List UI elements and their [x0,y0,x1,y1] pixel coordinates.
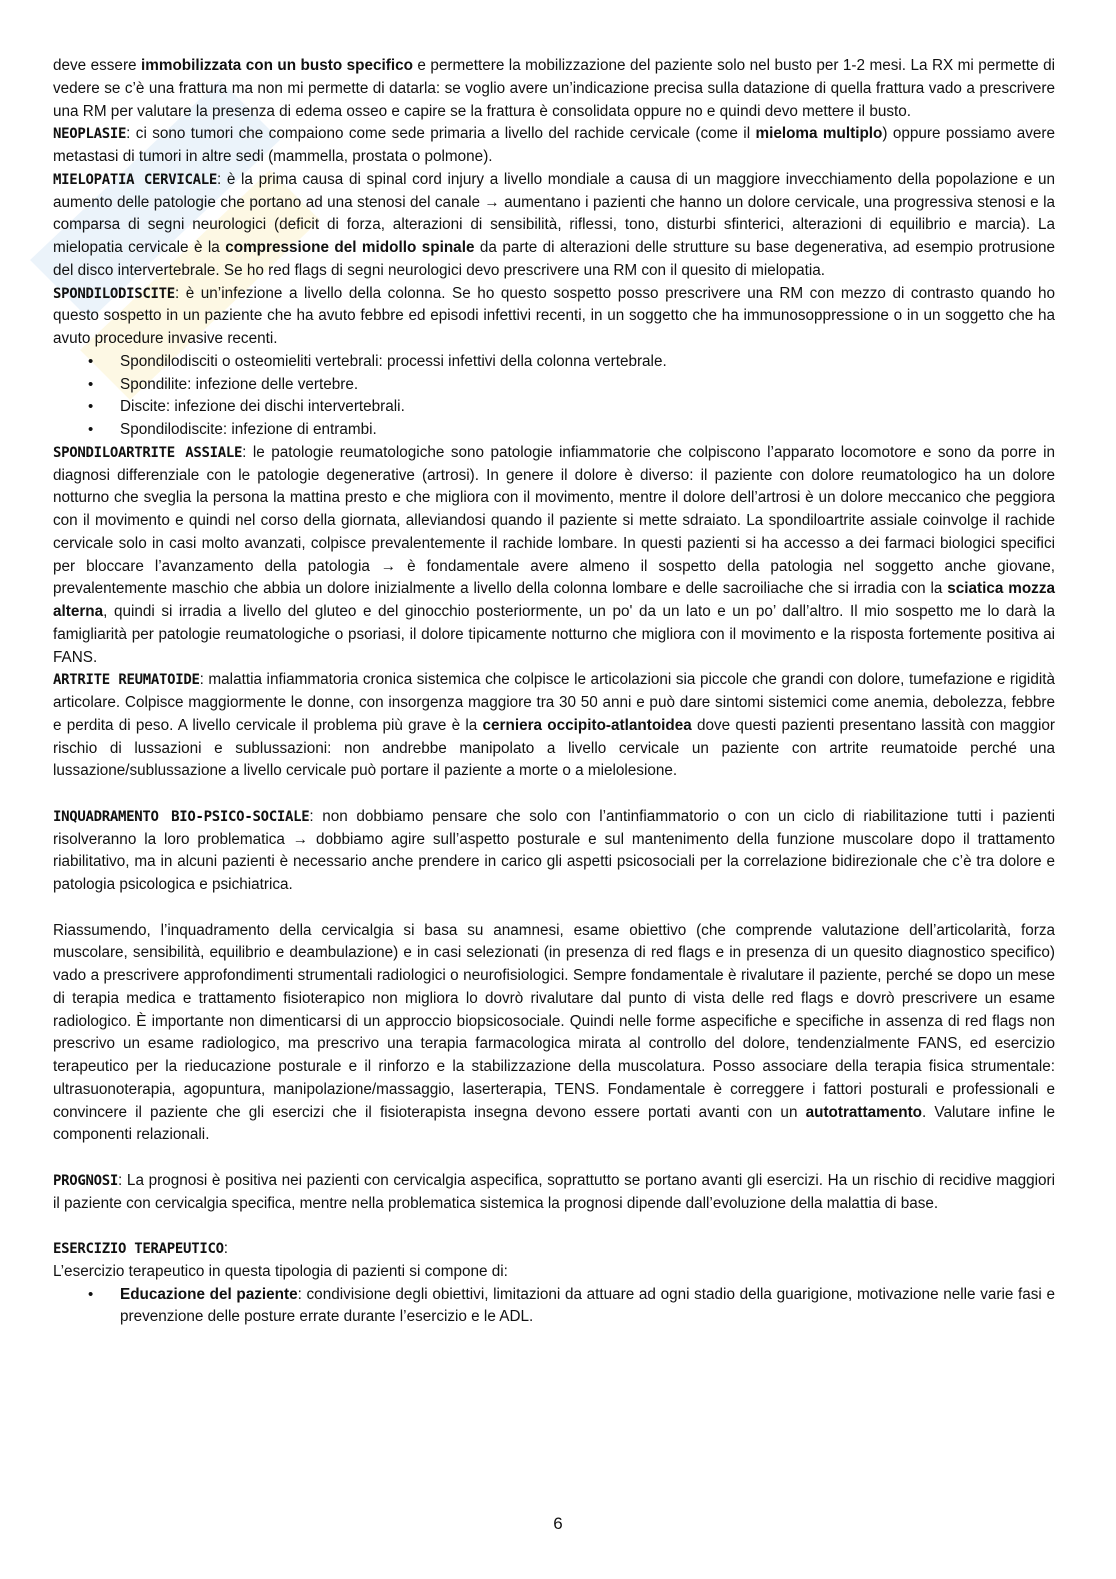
bold-text: compressione del midollo spinale [225,239,475,256]
text-run: Spondilite: infezione delle vertebre. [120,375,359,393]
paragraph [53,123,1055,169]
text-run: : condivisione degli obiettivi, limitazioni da attuare ad ogni stadio della guarigione, motivazione nelle varie fasi e prevenzione delle posture errate durante l’esercizio e le ADL. [120,1285,1055,1326]
paragraph [53,1170,1055,1216]
paragraph [53,55,1055,123]
text-run: Spondilodiscite: infezione di entrambi. [120,421,377,438]
section-heading: PROGNOSI [53,1172,119,1189]
text-run: e permettere la mobilizzazione del paziente solo nel busto per 1-2 mesi. La RX mi permette di vedere se c’è una frattura ma non mi permette di datarla: se voglio avere un’indicazione precisa sulla datazione di quella frattura vado a prescrivere una RM per valutare la presenza di edema osseo e capire se la frattura è consolidata oppure no e quindi devo mettere il busto. [53,57,1055,120]
paragraph [53,920,1055,1148]
bullet-list [53,351,1055,442]
list-item [120,351,1055,374]
spacer [53,1215,1055,1238]
bold-text: immobilizzata con un busto specifico [141,57,413,74]
text-run: : è un’infezione a livello della colonna. Se ho questo sospetto posso prescrivere una RM con mezzo di contrasto quando ho questo sospetto in un paziente che ha avuto febbre ed episodi infettivi recenti, in un soggetto che ha immunosoppressione o in un soggetto che ha avuto procedure invasive recenti. [53,284,1055,347]
text-run: . Valutare infine le componenti relazionali. [53,1103,1055,1144]
paragraph [53,169,1055,283]
bold-text: sciatica mozza alterna [53,580,1055,620]
list-item [120,419,1055,442]
bold-text: mieloma multiplo [755,125,883,143]
spacer [53,897,1055,920]
text-run: : La prognosi è positiva nei pazienti con cervicalgia aspecifica, soprattutto se portano avanti gli esercizi. Ha un rischio di recidive maggiori il paziente con cervicalgia specifica, mentre nella problematica sistemica la prognosi dipende dall’evoluzione della malattia di base. [53,1171,1055,1212]
text-run: dove questi pazienti presentano lassità con maggior rischio di lussazioni e sublussazioni: non andrebbe manipolato a livello cervicale un paziente con artrite reumatoide perché una lussazione/sublussazione a livello cervicale può portare il paziente a morte o a mielolesione. [53,716,1056,780]
page-number: 6 [553,1514,563,1533]
section-heading: SPONDILODISCITE [53,285,175,302]
text-run: : è la prima causa di spinal cord injury a livello mondiale a causa di un maggiore invecchiamento della popolazione e un aumento delle patologie che portano ad una stenosi del canale → aumentano i pazienti che hanno un dolore cervicale, una progressiva stenosi e la comparsa di segni neurologici (deficit di forza, alterazioni di sensibilità, riflessi, tono, disturbi sfinterici, alterazioni di equilibrio e marcia). La mielopatia cervicale è la [53,170,1055,256]
list-item [120,374,1055,397]
text-run: L’esercizio terapeutico in questa tipologia di pazienti si compone di: [53,1262,508,1280]
paragraph [53,669,1055,783]
bold-text: autotrattamento [805,1103,923,1121]
bold-text: Educazione del paziente [120,1285,298,1303]
bold-text: cerniera occipito-atlantoidea [482,716,692,734]
section-heading: NEOPLASIE [53,126,127,143]
text-run: Riassumendo, l’inquadramento della cervicalgia si basa su anamnesi, esame obiettivo (che comprende valutazione dell’articolarità, forza muscolare, sensibilità, equilibrio e deambulazione) e in casi selezionati (in presenza di red flags e in presenza di un quesito diagnostico specifico) vado a prescrivere approfondimenti strumentali radiologici o neurofisiologici. Sempre fondamentale è rivalutare il paziente, perché se dopo un mese di terapia medica e trattamento fisioterapico non migliora lo dovrò rivalutare dal punto di vista delle red flags e dovrò prescrivere un esame radiologico. È importante non dimenticarsi di un approccio biopsicosociale. Quindi nelle forme aspecifiche e specifiche in assenza di red flags non prescrivo un esame radiologico, ma prescrivo una terapia farmacologica mirata al controllo del dolore, tendenzialmente FANS, ed esercizio terapeutico per la rieducazione posturale e il rinforzo e la stabilizzazione della muscolatura. Posso associare della terapia fisica strumentale: ultrasuonoterapia, agopuntura, manipolazione/massaggio, laserterapia, TENS. Fondamentale è correggere i fattori posturali e professionali e convincere il paziente che gli esercizi che il fisioterapista insegna devono essere portati avanti con un [53,921,1055,1121]
text-run: : ci sono tumori che compaiono come sede primaria a livello del rachide cervicale (come il [126,125,756,143]
paragraph [53,1261,1055,1284]
list-item [120,396,1055,419]
section-heading: INQUADRAMENTO BIO-PSICO-SOCIALE [53,808,310,825]
bullet-list [53,1284,1055,1330]
text-run: : malattia infiammatoria cronica sistemica che colpisce le articolazioni sia piccole che grandi con dolore, tumefazione e rigidità articolare. Colpisce maggiormente le donne, con insorgenza maggiore tra 30 50 anni e può dare sintomi sistemici come anemia, debolezza, febbre e perdita di peso. A livello cervicale il problema più grave è la [53,671,1055,734]
text-run: : [223,1240,228,1257]
text-run: , quindi si irradia a livello del gluteo e del ginocchio posteriormente, un po' da un lato e un po’ dall’altro. Il mio sospetto me lo darà la famigliarità per patologie reumatologiche o psoriasi, il dolore tipicamente notturno che migliora con il movimento e la risposta fortemente positiva ai FANS. [53,603,1055,666]
text-run: deve essere [53,57,141,74]
spacer [53,1147,1055,1170]
section-heading: MIELOPATIA CERVICALE [53,171,217,188]
text-run: : le patologie reumatologiche sono patologie infiammatorie che colpiscono l’apparato locomotore e sono da porre in diagnosi differenziale con le patologie degenerative (artrosi). In genere il dolore è diverso: il paziente con dolore reumatologico ha un dolore notturno che sveglia la persona la mattina presto e che migliora con il movimento, mentre il dolore dell’artrosi è un dolore meccanico che peggiora con il movimento e quindi nel corso della giornata, alleviandosi quando il paziente si mette sdraiato. La spondiloartrite assiale coinvolge il rachide cervicale solo in casi molto avanzati, colpisce prevalentemente il rachide lombare. In questi pazienti si ha accesso a dei farmaci biologici specifici per bloccare l’avanzamento della patologia → è fondamentale avere almeno il sospetto della patologia nel soggetto anche giovane, prevalentemente maschio che abbia un dolore inizialmente a livello della colonna lombare e delle sacroiliache che si irradia con la [53,443,1055,598]
text-run: : non dobbiamo pensare che solo con l’antinfiammatorio o con un ciclo di riabilitazione tutti i pazienti risolveranno la loro problematica → dobbiamo agire sull’aspetto posturale e sul mantenimento della funzione muscolare dopo il trattamento riabilitativo, ma in alcuni pazienti è necessario anche prendere in carico gli aspetti psicosociali per la correlazione bidirezionale che c’è tra dolore e patologia psicologica e psichiatrica. [53,807,1055,893]
section-heading: ESERCIZIO TERAPEUTICO [53,1241,224,1257]
text-run: da parte di alterazioni delle strutture su base degenerativa, ad esempio protrusione del disco intervertebrale. Se ho red flags di segni neurologici devo prescrivere una RM con il quesito di mielopatia. [53,239,1055,279]
section-heading: SPONDILOARTRITE ASSIALE [53,444,243,461]
paragraph [53,1238,1055,1261]
paragraph [53,442,1055,670]
spacer [53,783,1055,806]
paragraph [53,283,1055,351]
document-body [53,55,1055,1329]
text-run: Discite: infezione dei dischi intervertebrali. [120,398,405,416]
text-run: ) oppure possiamo avere metastasi di tumori in altre sedi (mammella, prostata o polmone). [53,125,1055,165]
paragraph [53,806,1055,897]
section-heading: ARTRITE REUMATOIDE [53,672,200,689]
text-run: Spondilodisciti o osteomieliti vertebrali: processi infettivi della colonna vertebrale. [120,352,667,370]
list-item [120,1284,1055,1330]
